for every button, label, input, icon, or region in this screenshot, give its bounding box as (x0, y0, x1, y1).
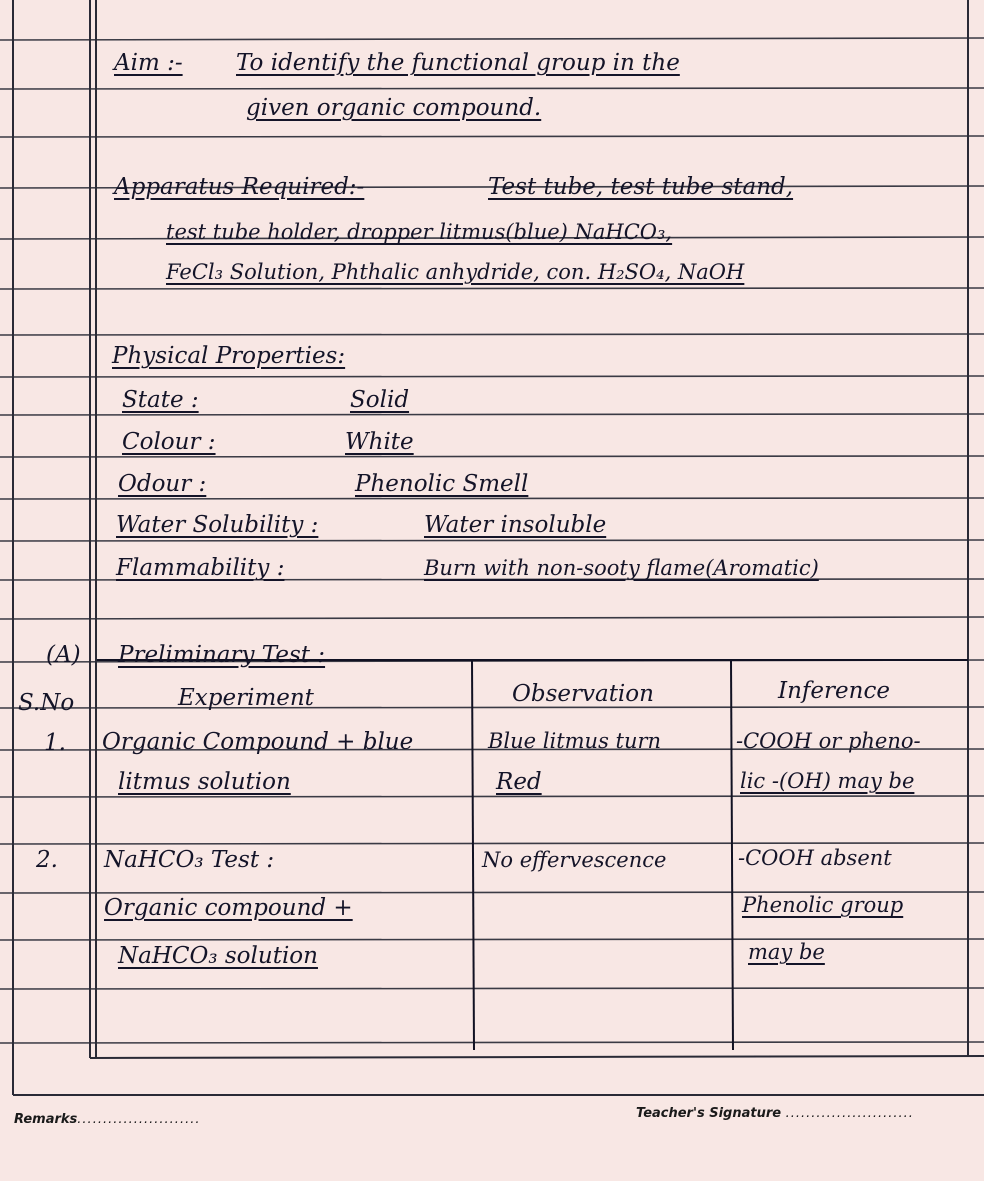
row2-experiment-2: Organic compound + (104, 895, 353, 921)
odour-label: Odour : (118, 471, 207, 497)
flammability-label: Flammability : (116, 555, 285, 581)
remarks-label: Remarks (14, 1112, 78, 1127)
row2-observation-1: No effervescence (482, 848, 667, 872)
row2-inference-1: -COOH absent (738, 846, 892, 870)
row1-experiment-1: Organic Compound + blue (102, 729, 414, 755)
row1-inference-1: -COOH or pheno- (736, 729, 921, 753)
aim-label: Aim :- (114, 50, 183, 76)
water-solubility-value: Water insoluble (424, 512, 607, 538)
section-label: (A) (46, 642, 81, 668)
header-sno: S.No (18, 690, 75, 716)
aim-line-1: To identify the functional group in the (236, 50, 680, 76)
state-label: State : (122, 387, 199, 413)
state-value: Solid (350, 387, 410, 413)
remarks-line (14, 1112, 200, 1127)
row2-experiment-1: NaHCO₃ Test : (104, 847, 275, 873)
row2-inference-2: Phenolic group (742, 893, 904, 917)
colour-label: Colour : (122, 429, 216, 455)
row1-experiment-2: litmus solution (118, 769, 291, 795)
flammability-value: Burn with non-sooty flame(Aromatic) (424, 556, 819, 580)
odour-value: Phenolic Smell (355, 471, 529, 497)
row1-sno: 1. (44, 730, 66, 756)
teacher-signature-line (636, 1106, 914, 1121)
row2-inference-3: may be (748, 940, 825, 964)
apparatus-line-1: Test tube, test tube stand, (488, 174, 794, 200)
teacher-signature-label: Teacher's Signature (636, 1106, 782, 1121)
apparatus-line-2: test tube holder, dropper litmus(blue) NaHCO₃, (166, 220, 673, 244)
apparatus-line-3: FeCl₃ Solution, Phthalic anhydride, con. H₂SO₄, NaOH (166, 260, 745, 284)
row2-sno: 2. (36, 847, 58, 873)
preliminary-heading: Preliminary Test : (118, 642, 326, 668)
aim-line-2: given organic compound. (246, 95, 542, 121)
header-observation: Observation (512, 681, 654, 707)
signature-dots: ......................... (785, 1106, 914, 1121)
row1-inference-2: lic -(OH) may be (740, 769, 915, 793)
header-experiment: Experiment (178, 685, 314, 711)
physical-heading: Physical Properties: (112, 343, 346, 369)
remarks-dots: ........................ (77, 1112, 201, 1127)
row1-observation-2: Red (496, 769, 542, 795)
header-inference: Inference (778, 678, 890, 704)
row2-experiment-3: NaHCO₃ solution (118, 943, 318, 969)
colour-value: White (345, 429, 414, 455)
water-solubility-label: Water Solubility : (116, 512, 319, 538)
row1-observation-1: Blue litmus turn (488, 729, 662, 753)
apparatus-label: Apparatus Required:- (114, 174, 365, 200)
